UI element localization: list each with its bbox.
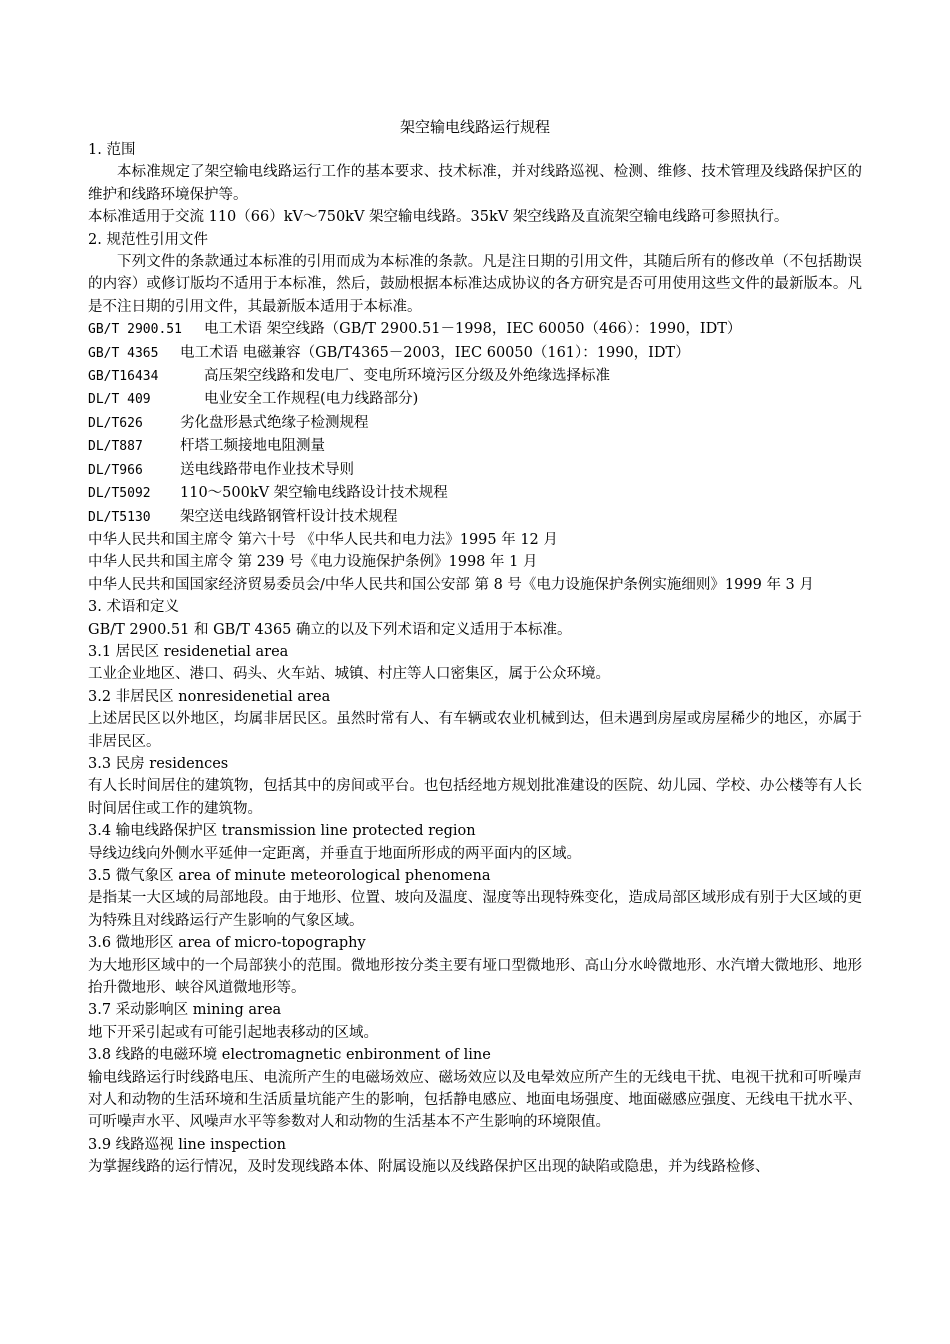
reference-item bbox=[88, 342, 862, 365]
reference-item bbox=[88, 506, 862, 529]
term-heading: 3.6 微地形区 area of micro-topography bbox=[88, 935, 366, 952]
law-reference-3: 中华人民共和国国家经济贸易委员会/中华人民共和国公安部 第 8 号《电力设施保护条例实施细则》1999 年 3 月 bbox=[88, 576, 814, 593]
reference-code: DL/T 409 bbox=[88, 392, 151, 408]
term-definition: 有人长时间居住的建筑物，包括其中的房间或平台。也包括经地方规划批准建设的医院、幼儿园、学校、办公楼等有人长时间居住或工作的建筑物。 bbox=[88, 778, 862, 817]
reference-item bbox=[88, 388, 862, 411]
term-heading: 3.8 线路的电磁环境 electromagnetic enbironment of line bbox=[88, 1047, 491, 1064]
reference-item bbox=[88, 318, 862, 341]
reference-title: 电业安全工作规程(电力线路部分) bbox=[204, 391, 419, 408]
term-heading: 3.3 民房 residences bbox=[88, 755, 229, 772]
reference-code: GB/T16434 bbox=[88, 369, 159, 385]
reference-title: 送电线路带电作业技术导则 bbox=[180, 461, 354, 478]
law-reference-2: 中华人民共和国主席令 第 239 号《电力设施保护条例》1998 年 1 月 bbox=[88, 554, 538, 571]
reference-title: 电工术语 架空线路（GB/T 2900.51－1998，IEC 60050（466）：1990，IDT） bbox=[204, 321, 742, 338]
reference-title: 高压架空线路和发电厂、变电所环境污区分级及外绝缘选择标准 bbox=[204, 368, 610, 385]
term-heading: 3.7 采动影响区 mining area bbox=[88, 1002, 282, 1019]
reference-title: 杆塔工频接地电阻测量 bbox=[180, 438, 325, 455]
section-1-paragraph-1: 本标准规定了架空输电线路运行工作的基本要求、技术标准，并对线路巡视、检测、维修、技术管理及线路保护区的维护和线路环境保护等。 bbox=[88, 164, 862, 203]
term-definition: 上述居民区以外地区，均属非居民区。虽然时常有人、有车辆或农业机械到达，但未遇到房屋或房屋稀少的地区，亦属于非居民区。 bbox=[88, 711, 862, 750]
term-heading: 3.2 非居民区 nonresidenetial area bbox=[88, 688, 331, 705]
term-definition: 输电线路运行时线路电压、电流所产生的电磁场效应、磁场效应以及电晕效应所产生的无线电干扰、电视干扰和可听噪声对人和动物的生活环境和生活质量坑能产生的影响，包括静电感应、地面电场强度、地面磁感应强度、无线电干扰水平、可听噪声水平、风噪声水平等参数对人和动物的生活基本不产生影响的环境限值。 bbox=[88, 1069, 862, 1131]
reference-title: 电工术语 电磁兼容（GB/T4365－2003，IEC 60050（161）：1990，IDT） bbox=[180, 344, 690, 361]
term-heading: 3.5 微气象区 area of minute meteorological phenomena bbox=[88, 868, 491, 884]
reference-code: DL/T5130 bbox=[88, 509, 151, 525]
document-page bbox=[88, 115, 862, 1179]
section-1-paragraph-2: 本标准适用于交流 110（66）kV～750kV 架空输电线路。35kV 架空线路及直流架空输电线路可参照执行。 bbox=[88, 209, 789, 226]
reference-title: 劣化盘形悬式绝缘子检测规程 bbox=[180, 414, 369, 431]
term-heading: 3.1 居民区 residenetial area bbox=[88, 643, 289, 660]
term-definition: 工业企业地区、港口、码头、火车站、城镇、村庄等人口密集区，属于公众环境。 bbox=[88, 666, 610, 683]
reference-code: GB/T 2900.51 bbox=[88, 322, 182, 338]
section-3-heading: 3. 术语和定义 bbox=[88, 599, 179, 616]
section-3-intro: GB/T 2900.51 和 GB/T 4365 确立的以及下列术语和定义适用于本标准。 bbox=[88, 621, 572, 638]
term-definition: 为掌握线路的运行情况，及时发现线路本体、附属设施以及线路保护区出现的缺陷或隐患，并为线路检修、 bbox=[88, 1159, 770, 1176]
section-1-heading: 1. 范围 bbox=[88, 142, 136, 158]
reference-item bbox=[88, 365, 862, 388]
reference-item bbox=[88, 435, 862, 458]
reference-code: DL/T966 bbox=[88, 462, 143, 478]
term-heading: 3.9 线路巡视 line inspection bbox=[88, 1136, 287, 1153]
reference-item bbox=[88, 412, 862, 435]
reference-code: DL/T626 bbox=[88, 415, 143, 431]
reference-title: 110～500kV 架空输电线路设计技术规程 bbox=[180, 485, 448, 502]
term-definition: 导线边线向外侧水平延伸一定距离，并垂直于地面所形成的两平面内的区域。 bbox=[88, 845, 581, 862]
reference-item bbox=[88, 482, 862, 505]
section-2-heading: 2. 规范性引用文件 bbox=[88, 231, 208, 248]
document-title: 架空输电线路运行规程 bbox=[399, 118, 550, 136]
term-definition: 为大地形区域中的一个局部狭小的范围。微地形按分类主要有垭口型微地形、高山分水岭微地形、水汽增大微地形、地形抬升微地形、峡谷风道微地形等。 bbox=[88, 957, 862, 997]
term-definition: 地下开采引起或有可能引起地表移动的区域。 bbox=[88, 1024, 378, 1041]
reference-item bbox=[88, 459, 862, 482]
section-2-paragraph-1: 下列文件的条款通过本标准的引用而成为本标准的条款。凡是注日期的引用文件，其随后所有的修改单（不包括勘误的内容）或修订版均不适用于本标准，然后，鼓励根据本标准达成协议的各方研究是否可用使用这些文件的最新版本。凡是不注日期的引用文件，其最新版本适用于本标准。 bbox=[88, 254, 862, 315]
reference-title: 架空送电线路钢管杆设计技术规程 bbox=[180, 508, 398, 525]
reference-code: DL/T887 bbox=[88, 439, 143, 455]
reference-code: DL/T5092 bbox=[88, 486, 151, 502]
law-reference-1: 中华人民共和国主席令 第六十号 《中华人民共和电力法》1995 年 12 月 bbox=[88, 531, 558, 548]
term-definition: 是指某一大区域的局部地段。由于地形、位置、坡向及温度、湿度等出现特殊变化，造成局部区域形成有别于大区域的更为特殊且对线路运行产生影响的气象区域。 bbox=[88, 890, 862, 929]
term-heading: 3.4 输电线路保护区 transmission line protected region bbox=[88, 823, 476, 840]
reference-code: GB/T 4365 bbox=[88, 345, 159, 361]
